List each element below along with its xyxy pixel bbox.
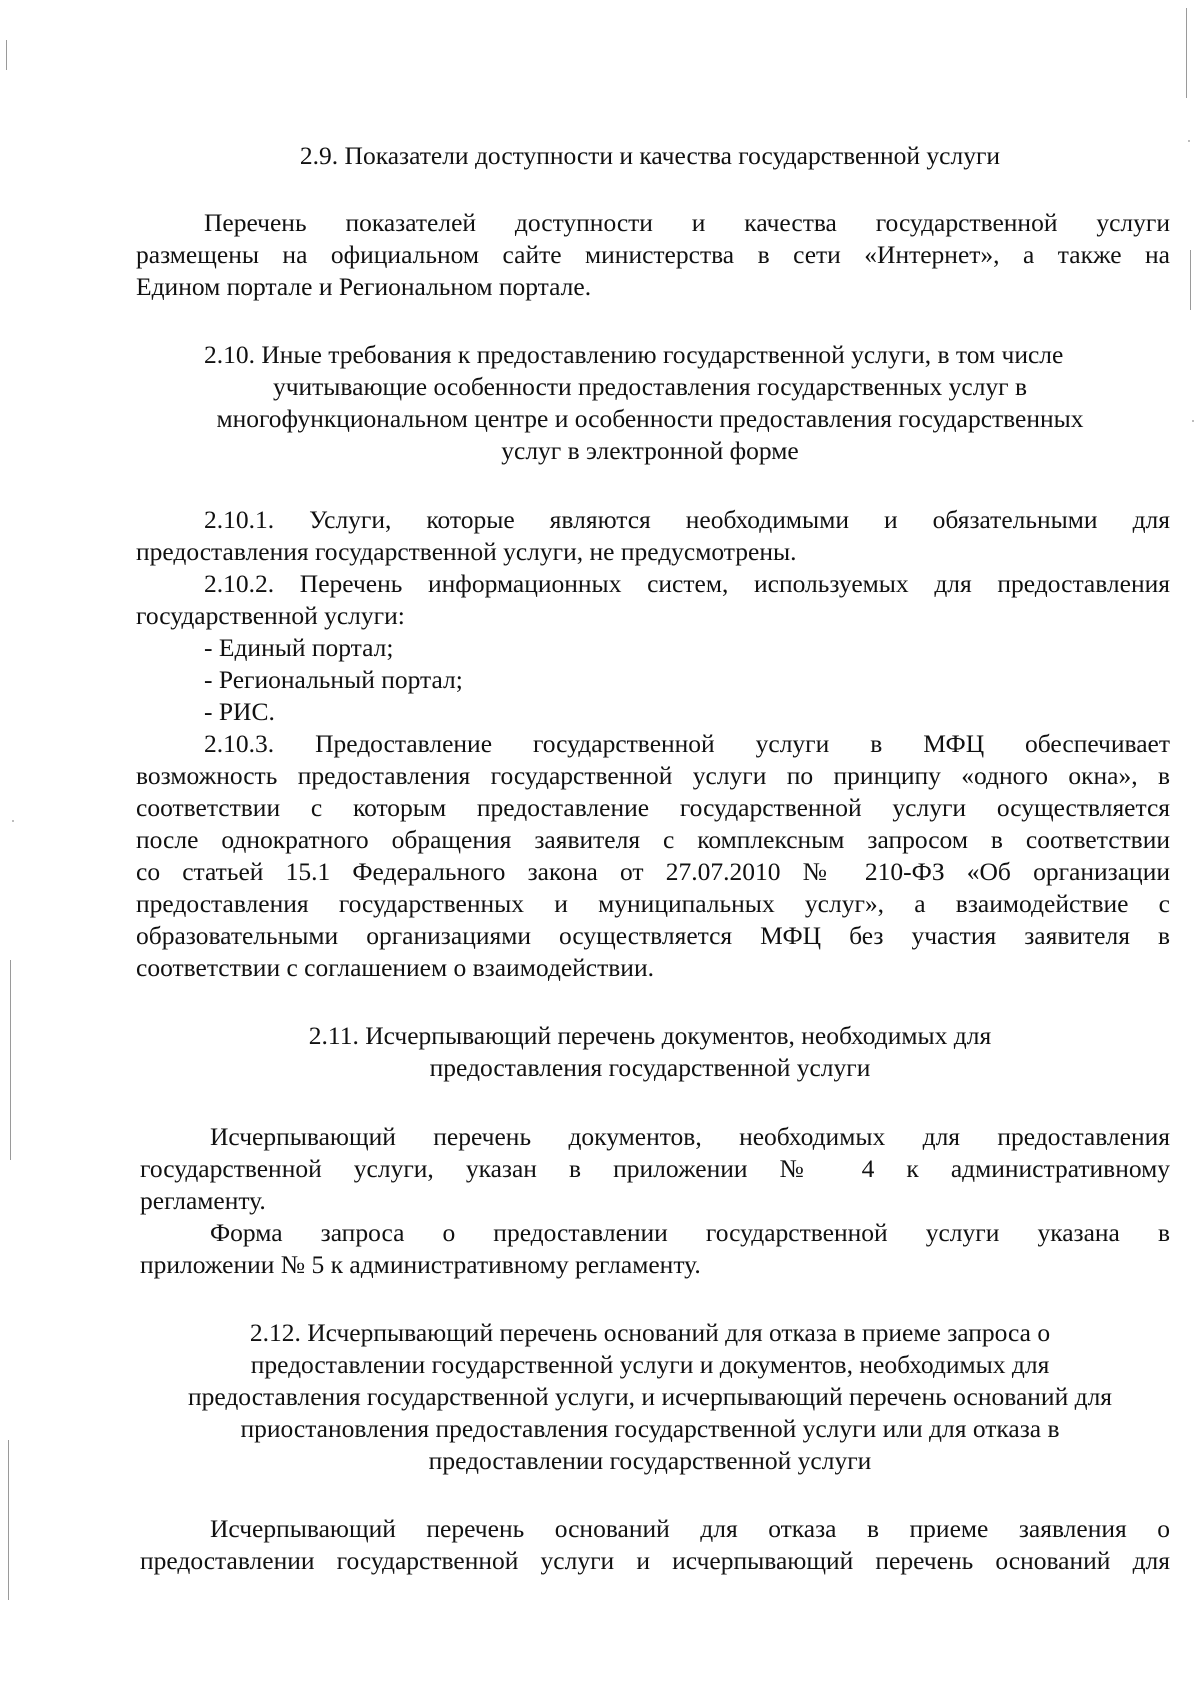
section-2-10-line-9: возможность предоставления государственной услуги по принципу «одного окна», в (136, 761, 1170, 790)
section-2-10-title-line-1: 2.10. Иные требования к предоставлению государственной услуги, в том числе (204, 340, 1064, 369)
list-item-regional-portal: - Региональный портал; (204, 665, 463, 694)
list-item-unified-portal: - Единый портал; (204, 633, 394, 662)
section-2-10-title-line-4: услуг в электронной форме (501, 436, 799, 465)
scan-edge-mark (1186, 8, 1187, 98)
scan-edge-mark (1190, 250, 1191, 310)
section-2-9-line-3: Едином портале и Региональном портале. (136, 272, 592, 301)
section-2-12-title-line-2: предоставлении государственной услуги и документов, необходимых для (250, 1350, 1050, 1379)
scan-edge-mark (8, 1440, 9, 1600)
section-2-10-line-2: предоставления государственной услуги, не предусмотрены. (136, 537, 797, 566)
section-2-10-line-14: образовательными организациями осуществляется МФЦ без участия заявителя в (136, 921, 1170, 950)
section-2-11-title-line-1: 2.11. Исчерпывающий перечень документов, необходимых для (308, 1021, 992, 1050)
scan-dot (12, 820, 14, 822)
section-2-10-title-line-2: учитывающие особенности предоставления государственных услуг в (272, 372, 1028, 401)
section-2-11-line-4: Форма запроса о предоставлении государственной услуги указана в (210, 1218, 1170, 1247)
section-2-12-title-line-5: предоставлении государственной услуги (428, 1446, 872, 1475)
section-2-11-title-line-2: предоставления государственной услуги (429, 1053, 871, 1082)
section-2-12-line-1: Исчерпывающий перечень оснований для отказа в приеме заявления о (210, 1514, 1170, 1543)
section-2-10-line-4: государственной услуги: (136, 601, 405, 630)
section-2-10-title-line-3: многофункциональном центре и особенности предоставления государственных (216, 404, 1084, 433)
section-2-11-line-3: регламенту. (140, 1186, 266, 1215)
section-2-11-line-1: Исчерпывающий перечень документов, необходимых для предоставления (210, 1122, 1170, 1151)
section-2-12-line-2: предоставлении государственной услуги и исчерпывающий перечень оснований для (140, 1546, 1170, 1575)
section-2-10-line-13: предоставления государственных и муниципальных услуг», а взаимодействие с (136, 889, 1170, 918)
section-2-9-line-1: Перечень показателей доступности и качества государственной услуги (204, 208, 1170, 237)
scan-edge-mark (6, 40, 7, 70)
section-2-12-title-line-1: 2.12. Исчерпывающий перечень оснований для отказа в приеме запроса о (249, 1318, 1051, 1347)
section-2-9-title: 2.9. Показатели доступности и качества государственной услуги (299, 141, 1001, 170)
list-item-ris: - РИС. (204, 697, 275, 726)
section-2-10-line-12: со статьей 15.1 Федерального закона от 27.07.2010 № 210-ФЗ «Об организации (136, 857, 1170, 886)
section-2-12-title-line-3: предоставления государственной услуги, и исчерпывающий перечень оснований для (187, 1382, 1113, 1411)
section-2-11-line-5: приложении № 5 к административному регламенту. (140, 1250, 701, 1279)
section-2-12-title-line-4: приостановления предоставления государственной услуги или для отказа в (240, 1414, 1060, 1443)
section-2-10-line-8: 2.10.3. Предоставление государственной услуги в МФЦ обеспечивает (204, 729, 1170, 758)
section-2-10-line-1: 2.10.1. Услуги, которые являются необходимыми и обязательными для (204, 505, 1170, 534)
scan-dot (1188, 140, 1190, 142)
section-2-10-line-10: соответствии с которым предоставление государственной услуги осуществляется (136, 793, 1170, 822)
section-2-10-line-3: 2.10.2. Перечень информационных систем, используемых для предоставления (204, 569, 1170, 598)
section-2-10-line-11: после однократного обращения заявителя с комплексным запросом в соответствии (136, 825, 1170, 854)
section-2-9-line-2: размещены на официальном сайте министерства в сети «Интернет», а также на (136, 240, 1170, 269)
scan-edge-mark (10, 960, 11, 1160)
scan-dot (1192, 420, 1194, 422)
section-2-11-line-2: государственной услуги, указан в приложении № 4 к административному (140, 1154, 1170, 1183)
section-2-10-line-15: соответствии с соглашением о взаимодействии. (136, 953, 654, 982)
